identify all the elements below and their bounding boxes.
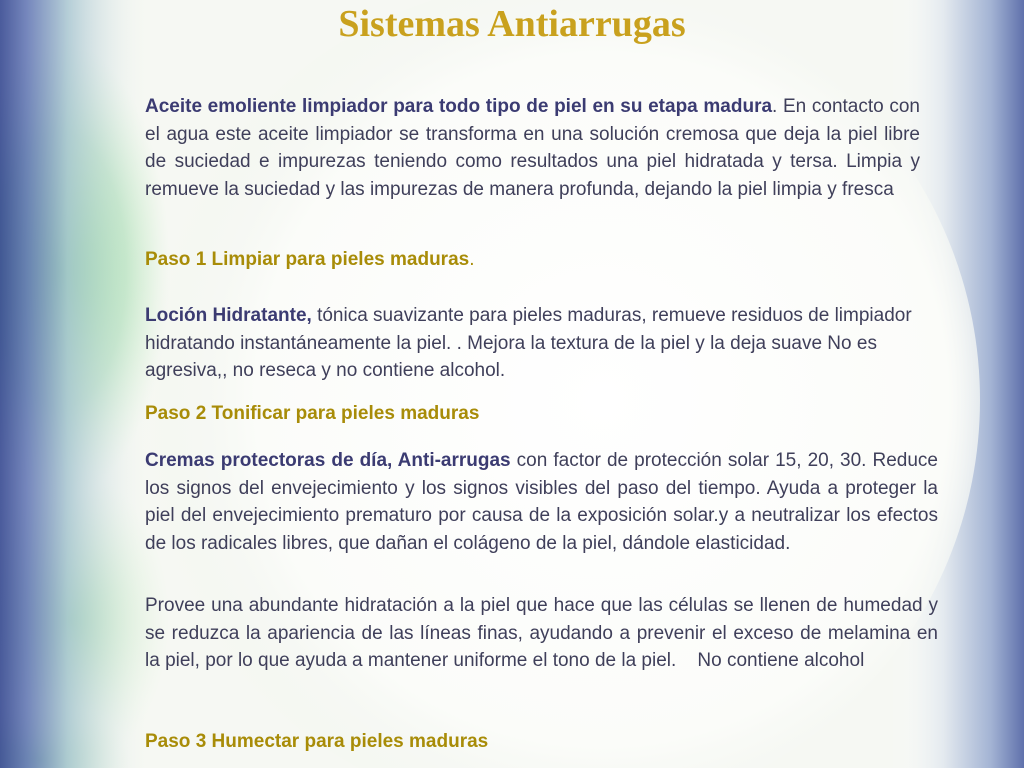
locion-label: Loción Hidratante,	[145, 305, 312, 326]
paso-1-suffix: .	[469, 249, 475, 270]
slide-title: Sistemas Antiarrugas	[338, 3, 686, 45]
paso-3-heading	[145, 728, 920, 756]
provee-paragraph	[145, 592, 944, 675]
provee-text: Provee una abundante hidratación a la piel que hace que las células se llenen de humedad y se reduzca la apariencia de las líneas finas, ayudando a prevenir el exceso de melamina en la piel, por lo que ayuda a mantener uniforme el tono de la piel. No contiene alcohol	[145, 595, 944, 671]
aceite-paragraph	[145, 93, 920, 203]
locion-text: tónica suavizante para pieles maduras, remueve residuos de limpiador hidratando instantáneamente la piel. . Mejora la textura de la piel y la deja suave No es agresiva,, no reseca y no contiene alcohol.	[145, 305, 912, 381]
locion-paragraph	[145, 302, 945, 385]
paso-3-label: Paso 3 Humectar para pieles maduras	[145, 731, 489, 752]
cremas-label: Cremas protectoras de día, Anti-arrugas	[145, 450, 511, 471]
cremas-text: con factor de protección solar 15, 20, 30. Reduce los signos del envejecimiento y los signos visibles del paso del tiempo. Ayuda a proteger la piel del envejecimiento prematuro por causa de la exposición solar.y a neutralizar los efectos de los radicales libres, que dañan el colágeno de la piel, dándole elasticidad.	[145, 450, 938, 554]
cremas-paragraph	[145, 447, 938, 557]
aceite-text: . En contacto con el agua este aceite limpiador se transforma en una solución cremosa que deja la piel libre de suciedad e impurezas teniendo como resultados una piel hidratada y tersa. Limpia y remueve la suciedad y las impurezas de manera profunda, dejando la piel limpia y fresca	[145, 96, 920, 200]
aceite-label: Aceite emoliente limpiador para todo tipo de piel en su etapa madura	[145, 96, 773, 117]
paso-2-heading	[145, 400, 920, 428]
paso-2-label: Paso 2 Tonificar para pieles maduras	[145, 403, 480, 424]
paso-1-heading	[145, 246, 920, 274]
paso-1-label: Paso 1 Limpiar para pieles maduras	[145, 249, 470, 270]
